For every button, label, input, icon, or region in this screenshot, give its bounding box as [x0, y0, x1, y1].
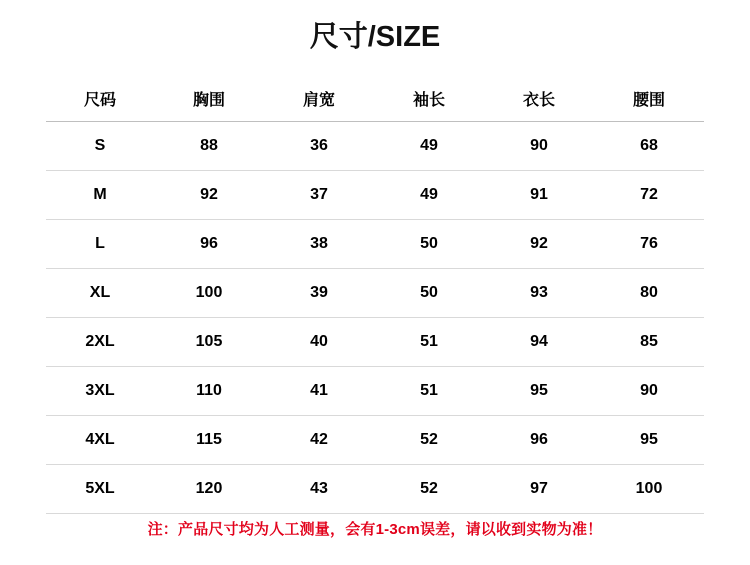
cell-bust: 88	[154, 122, 264, 171]
cell-bust: 92	[154, 171, 264, 220]
cell-bust: 105	[154, 318, 264, 367]
cell-length: 90	[484, 122, 594, 171]
table-row	[46, 171, 704, 220]
cell-shoulder: 36	[264, 122, 374, 171]
cell-size: 5XL	[46, 465, 154, 514]
table-row	[46, 367, 704, 416]
column-header-bust: 胸围	[154, 75, 264, 122]
cell-waist: 100	[594, 465, 704, 514]
cell-bust: 110	[154, 367, 264, 416]
cell-length: 93	[484, 269, 594, 318]
cell-waist: 68	[594, 122, 704, 171]
cell-sleeve: 49	[374, 122, 484, 171]
column-header-waist: 腰围	[594, 75, 704, 122]
cell-shoulder: 43	[264, 465, 374, 514]
table-body	[46, 122, 704, 514]
cell-sleeve: 51	[374, 367, 484, 416]
table-header-row	[46, 75, 704, 122]
cell-length: 94	[484, 318, 594, 367]
cell-waist: 85	[594, 318, 704, 367]
cell-waist: 90	[594, 367, 704, 416]
table-row	[46, 269, 704, 318]
cell-shoulder: 40	[264, 318, 374, 367]
table-row	[46, 122, 704, 171]
measurement-note: 注：产品尺寸均为人工测量，会有1-3cm误差，请以收到实物为准！	[147, 521, 603, 538]
table-row	[46, 318, 704, 367]
cell-waist: 72	[594, 171, 704, 220]
cell-length: 91	[484, 171, 594, 220]
column-header-sleeve: 袖长	[374, 75, 484, 122]
cell-sleeve: 50	[374, 220, 484, 269]
cell-size: L	[46, 220, 154, 269]
cell-sleeve: 52	[374, 465, 484, 514]
table-row	[46, 465, 704, 514]
cell-shoulder: 38	[264, 220, 374, 269]
cell-bust: 96	[154, 220, 264, 269]
cell-sleeve: 51	[374, 318, 484, 367]
page-title: 尺寸/SIZE	[309, 21, 441, 53]
size-table-container	[46, 75, 704, 514]
table-row	[46, 416, 704, 465]
cell-waist: 76	[594, 220, 704, 269]
column-header-size: 尺码	[46, 75, 154, 122]
cell-bust: 115	[154, 416, 264, 465]
column-header-length: 衣长	[484, 75, 594, 122]
cell-sleeve: 50	[374, 269, 484, 318]
size-table	[46, 75, 704, 514]
cell-bust: 120	[154, 465, 264, 514]
cell-size: 2XL	[46, 318, 154, 367]
cell-size: XL	[46, 269, 154, 318]
cell-size: 4XL	[46, 416, 154, 465]
table-header	[46, 75, 704, 122]
cell-waist: 95	[594, 416, 704, 465]
cell-size: M	[46, 171, 154, 220]
cell-size: 3XL	[46, 367, 154, 416]
cell-sleeve: 52	[374, 416, 484, 465]
cell-shoulder: 37	[264, 171, 374, 220]
cell-length: 97	[484, 465, 594, 514]
cell-length: 92	[484, 220, 594, 269]
cell-waist: 80	[594, 269, 704, 318]
column-header-shoulder: 肩宽	[264, 75, 374, 122]
cell-sleeve: 49	[374, 171, 484, 220]
cell-shoulder: 42	[264, 416, 374, 465]
table-row	[46, 220, 704, 269]
cell-length: 95	[484, 367, 594, 416]
cell-length: 96	[484, 416, 594, 465]
cell-shoulder: 41	[264, 367, 374, 416]
cell-bust: 100	[154, 269, 264, 318]
cell-size: S	[46, 122, 154, 171]
cell-shoulder: 39	[264, 269, 374, 318]
